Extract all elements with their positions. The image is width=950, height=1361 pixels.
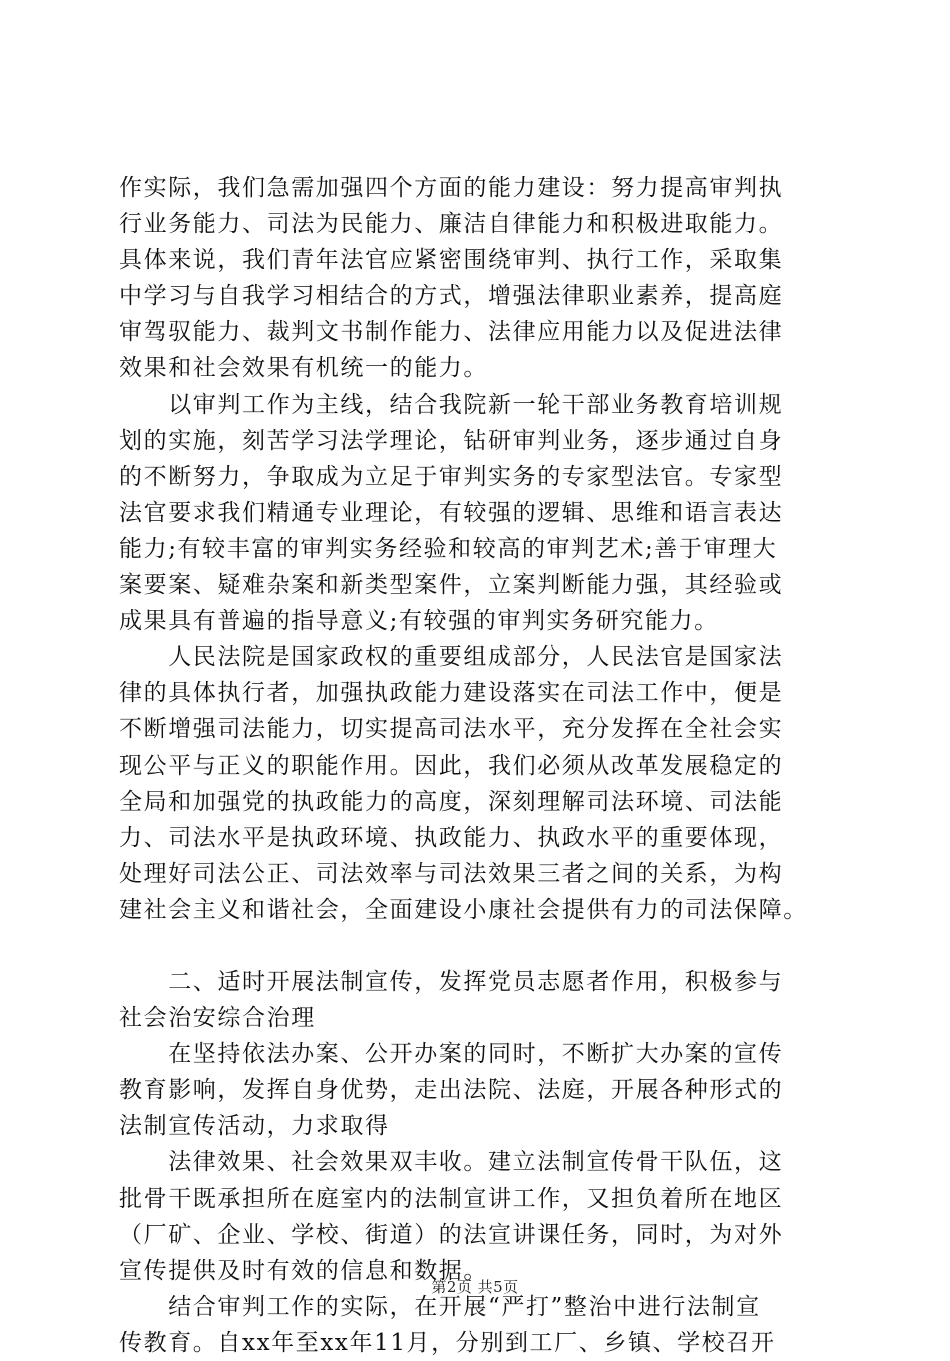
text-line: 具体来说，我们青年法官应紧密围绕审判、执行工作，采取集 <box>119 247 784 274</box>
text-line: 效果和社会效果有机统一的能力。 <box>119 355 488 382</box>
text-line: 教育影响，发挥自身优势，走出法院、法庭，开展各种形式的 <box>119 1077 784 1104</box>
text-line: 处理好司法公正、司法效率与司法效果三者之间的关系，为构 <box>119 860 784 887</box>
text-line: （厂矿、企业、学校、街道）的法宣讲课任务，同时，为对外 <box>119 1221 784 1248</box>
text-line: 法律效果、社会效果双丰收。建立法制宣传骨干队伍，这 <box>119 1149 784 1176</box>
text-line: 作实际，我们急需加强四个方面的能力建设：努力提高审判执 <box>119 175 784 201</box>
text-line: 全局和加强党的执政能力的高度，深刻理解司法环境、司法能 <box>119 788 784 815</box>
text-line: 案要案、疑难杂案和新类型案件，立案判断能力强，其经验或 <box>119 572 784 599</box>
text-line: 审驾驭能力、裁判文书制作能力、法律应用能力以及促进法律 <box>119 319 784 346</box>
text-line: 能力;有较丰富的审判实务经验和较高的审判艺术;善于审理大 <box>119 535 778 562</box>
text-line: 社会治安综合治理 <box>119 1005 316 1032</box>
text-line: 结合审判工作的实际，在开展“严打”整治中进行法制宣 <box>119 1293 761 1320</box>
text-line: 宣传提供及时有效的信息和数据。 <box>119 1257 488 1284</box>
document-body <box>119 170 835 1361</box>
text-line: 的不断努力，争取成为立足于审判实务的专家型法官。专家型 <box>119 463 784 490</box>
text-line: 力、司法水平是执政环境、执政能力、执政水平的重要体现， <box>119 824 784 851</box>
text-line: 不断增强司法能力，切实提高司法水平，充分发挥在全社会实 <box>119 716 784 743</box>
text-line: 传教育。自xx年至xx年11月，分别到工厂、乡镇、学校召开 <box>119 1329 776 1356</box>
text-line: 建社会主义和谐社会，全面建设小康社会提供有力的司法保障。 <box>119 896 808 923</box>
text-line: 法制宣传活动，力求取得 <box>119 1113 390 1140</box>
page-number: 第2页 共5页 <box>431 1278 519 1296</box>
text-line: 律的具体执行者，加强执政能力建设落实在司法工作中，便是 <box>119 680 784 707</box>
text-line: 在坚持依法办案、公开办案的同时，不断扩大办案的宣传 <box>119 1041 784 1068</box>
text-line: 行业务能力、司法为民能力、廉洁自律能力和积极进取能力。 <box>119 211 784 238</box>
text-line: 人民法院是国家政权的重要组成部分，人民法官是国家法 <box>119 644 784 671</box>
text-line: 中学习与自我学习相结合的方式，增强法律职业素养，提高庭 <box>119 283 784 310</box>
text-line: 批骨干既承担所在庭室内的法制宣讲工作，又担负着所在地区 <box>119 1185 784 1212</box>
text-line: 现公平与正义的职能作用。因此，我们必须从改革发展稳定的 <box>119 752 784 779</box>
text-line: 成果具有普遍的指导意义;有较强的审判实务研究能力。 <box>119 608 719 635</box>
text-line: 划的实施，刻苦学习法学理论，钻研审判业务，逐步通过自身 <box>119 427 784 454</box>
text-line: 法官要求我们精通专业理论，有较强的逻辑、思维和语言表达 <box>119 499 784 526</box>
text-line: 二、适时开展法制宣传，发挥党员志愿者作用，积极参与 <box>119 968 784 995</box>
paragraph-group-2 <box>119 964 835 1361</box>
paragraph-group-1 <box>119 170 835 928</box>
section-gap <box>119 928 835 964</box>
text-line: 以审判工作为主线，结合我院新一轮干部业务教育培训规 <box>119 391 784 418</box>
